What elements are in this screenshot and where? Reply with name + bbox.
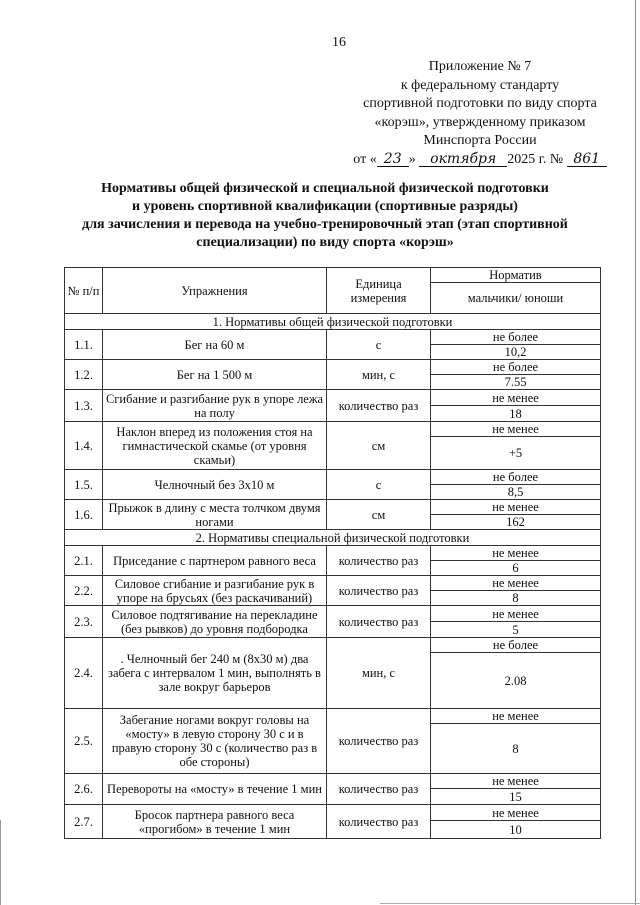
row-number: 2.3. — [65, 606, 103, 638]
row-value: 6 — [431, 561, 601, 576]
row-condition: не менее — [431, 422, 601, 437]
row-exercise: Бег на 1 500 м — [103, 360, 327, 390]
table-row — [65, 638, 601, 653]
row-condition: не более — [431, 360, 601, 375]
order-prefix: от « — [353, 151, 377, 167]
header-norm: Норматив — [431, 268, 601, 283]
table-row — [65, 390, 601, 406]
row-unit: с — [327, 330, 431, 360]
header-norm-group: мальчики/ юноши — [431, 283, 601, 314]
row-value: 5 — [431, 622, 601, 638]
order-year: 2025 г. № — [507, 151, 564, 167]
row-exercise: Перевороты на «мосту» в течение 1 мин — [103, 774, 327, 805]
row-value: 7.55 — [431, 375, 601, 390]
row-number: 1.5. — [65, 470, 103, 500]
row-number: 2.7. — [65, 805, 103, 839]
order-mid: » — [408, 151, 416, 167]
title-line: Нормативы общей физической и специальной физической подготовки — [101, 181, 549, 196]
appendix-line: к федеральному стандарту — [400, 77, 560, 93]
table-row — [65, 470, 601, 485]
row-condition: не более — [431, 638, 601, 653]
row-number: 1.1. — [65, 330, 103, 360]
row-unit: мин, с — [327, 638, 431, 709]
row-value: +5 — [431, 437, 601, 470]
appendix-header — [345, 58, 615, 170]
row-exercise: Забегание ногами вокруг головы на «мосту» в левую сторону 30 с и в правую сторону 30 с (количество раз в обе стороны) — [103, 709, 327, 774]
row-value: 10,2 — [431, 345, 601, 360]
page-edge-right — [635, 0, 636, 905]
row-unit: количество раз — [327, 576, 431, 606]
row-unit: см — [327, 500, 431, 530]
section-title: 2. Нормативы специальной физической подготовки — [65, 530, 601, 546]
table-row — [65, 576, 601, 591]
page-edge-bottom — [380, 903, 640, 904]
section-row — [65, 530, 601, 546]
table-row — [65, 606, 601, 622]
row-number: 2.5. — [65, 709, 103, 774]
appendix-line: Приложение № 7 — [428, 59, 532, 74]
row-number: 2.2. — [65, 576, 103, 606]
row-number: 1.2. — [65, 360, 103, 390]
row-value: 10 — [431, 821, 601, 839]
row-exercise: Силовое сгибание и разгибание рук в упоре на брусьях (без раскачиваний) — [103, 576, 327, 606]
handwritten-order-number: 861 — [567, 152, 607, 167]
row-exercise: Силовое подтягивание на перекладине (без рывков) до уровня подбородка — [103, 606, 327, 638]
table-row — [65, 422, 601, 437]
row-condition: не более — [431, 330, 601, 345]
appendix-line: Минспорта России — [423, 133, 537, 149]
appendix-line: спортивной подготовки по виду спорта — [363, 96, 597, 112]
row-condition: не менее — [431, 774, 601, 789]
row-exercise: . Челночный бег 240 м (8х30 м) два забега с интервалом 1 мин, выполнять в зале вокруг барьеров — [103, 638, 327, 709]
row-condition: не менее — [431, 805, 601, 821]
row-value: 8 — [431, 591, 601, 606]
order-date-line — [345, 151, 615, 170]
document-title — [60, 180, 590, 252]
row-exercise: Прыжок в длину с места толчком двумя ногами — [103, 500, 327, 530]
table-row — [65, 709, 601, 724]
row-number: 1.4. — [65, 422, 103, 470]
table-row — [65, 330, 601, 345]
norms-table — [64, 267, 601, 839]
row-condition: не менее — [431, 709, 601, 724]
row-unit: количество раз — [327, 805, 431, 839]
handwritten-day: 23 — [377, 152, 409, 167]
table-row — [65, 500, 601, 515]
section-row — [65, 314, 601, 330]
row-number: 2.1. — [65, 546, 103, 576]
row-unit: количество раз — [327, 774, 431, 805]
row-condition: не менее — [431, 500, 601, 515]
header-unit: Единица измерения — [327, 268, 431, 314]
row-number: 1.3. — [65, 390, 103, 422]
row-value: 18 — [431, 406, 601, 422]
row-unit: количество раз — [327, 390, 431, 422]
row-unit: мин, с — [327, 360, 431, 390]
row-exercise: Приседание с партнером равного веса — [103, 546, 327, 576]
header-exercise: Упражнения — [103, 268, 327, 314]
row-unit: количество раз — [327, 709, 431, 774]
row-exercise: Сгибание и разгибание рук в упоре лежа на полу — [103, 390, 327, 422]
row-condition: не менее — [431, 390, 601, 406]
table-row — [65, 805, 601, 821]
row-exercise: Челночный без 3х10 м — [103, 470, 327, 500]
row-condition: не менее — [431, 546, 601, 561]
title-line: для зачисления и перевода на учебно-тренировочный этап (этап спортивной — [82, 217, 568, 232]
table-row — [65, 546, 601, 561]
row-unit: количество раз — [327, 606, 431, 638]
title-line: специализации) по виду спорта «корэш» — [196, 235, 454, 250]
page-number: 16 — [332, 35, 346, 50]
title-line: и уровень спортивной квалификации (спортивные разряды) — [132, 199, 518, 214]
row-unit: см — [327, 422, 431, 470]
row-exercise: Бросок партнера равного веса «прогибом» в течение 1 мин — [103, 805, 327, 839]
table-row — [65, 360, 601, 375]
header-number: № п/п — [65, 268, 103, 314]
row-number: 2.6. — [65, 774, 103, 805]
row-value: 8,5 — [431, 485, 601, 500]
row-number: 2.4. — [65, 638, 103, 709]
handwritten-month: октября — [419, 152, 507, 167]
row-condition: не менее — [431, 606, 601, 622]
row-unit: количество раз — [327, 546, 431, 576]
section-title: 1. Нормативы общей физической подготовки — [65, 314, 601, 330]
row-condition: не более — [431, 470, 601, 485]
table-row — [65, 774, 601, 789]
row-condition: не менее — [431, 576, 601, 591]
row-value: 2.08 — [431, 653, 601, 709]
row-exercise: Бег на 60 м — [103, 330, 327, 360]
row-value: 8 — [431, 724, 601, 774]
appendix-line: «корэш», утвержденному приказом — [374, 114, 586, 130]
row-number: 1.6. — [65, 500, 103, 530]
row-value: 162 — [431, 515, 601, 530]
row-value: 15 — [431, 789, 601, 805]
page-edge-left — [0, 820, 1, 905]
row-unit: с — [327, 470, 431, 500]
header-row — [65, 268, 601, 283]
row-exercise: Наклон вперед из положения стоя на гимнастической скамье (от уровня скамьи) — [103, 422, 327, 470]
